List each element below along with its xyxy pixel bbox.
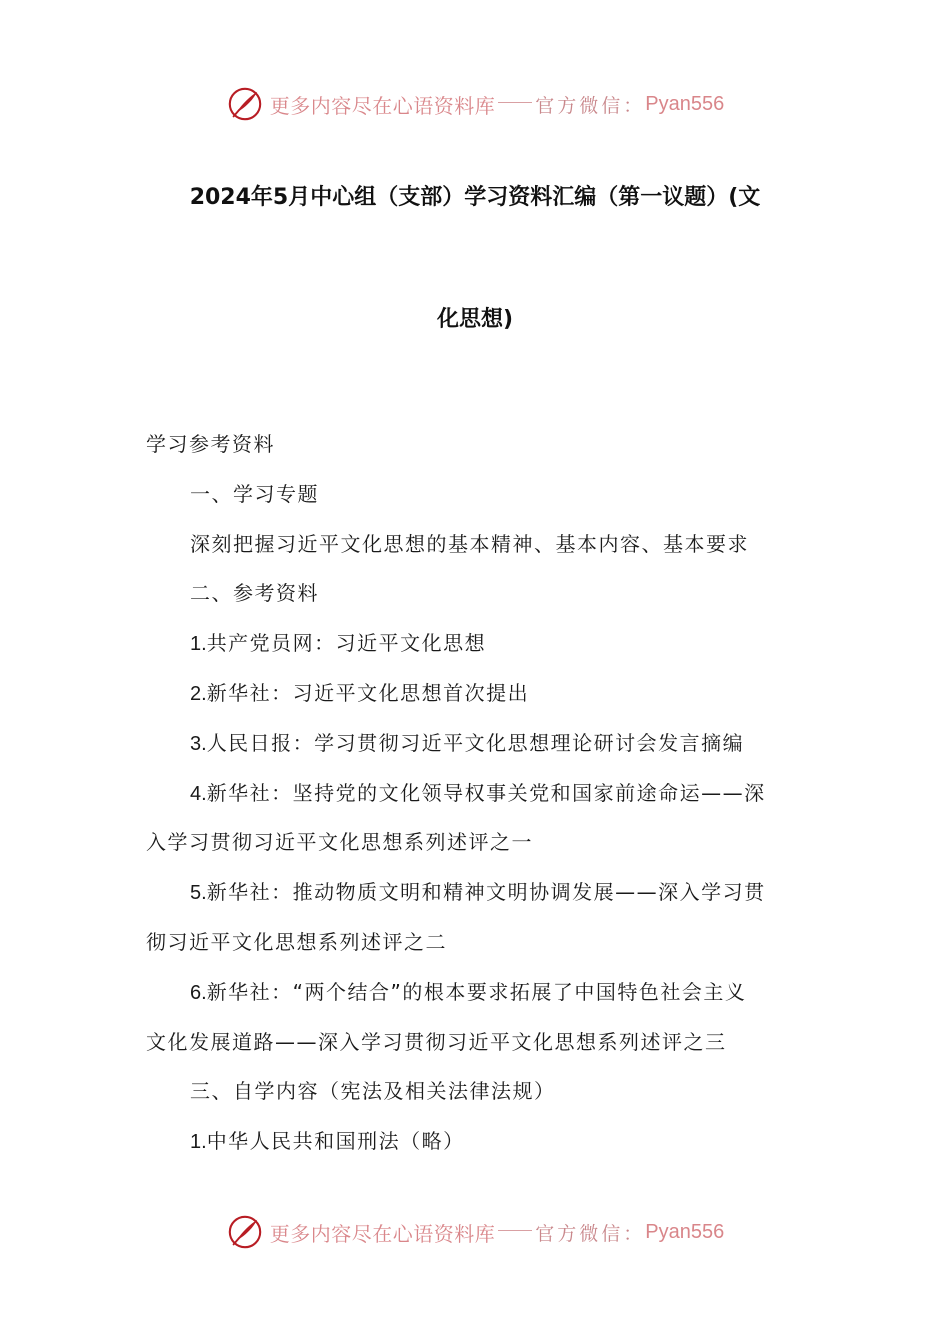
watermark-sub-text: 官方微信： [535,94,646,117]
section-heading: 学习参考资料 [146,432,275,456]
list-item-number: 6. [190,981,207,1004]
section-3-heading: 三、自学内容（宪法及相关法律法规） [190,1079,556,1104]
list-item [146,868,816,918]
list-item [146,968,816,1018]
list-item-text: 共产党员网：习近平文化思想 [206,631,487,656]
list-item-text: 新华社：坚持党的文化领导权事关党和国家前途命运——深 [206,780,766,805]
watermark-dash [498,102,532,103]
document-title-line2: 化思想) [436,307,514,332]
list-item [146,669,816,719]
list-item [146,619,816,669]
list-item-number: 1. [190,633,207,656]
section-1-body: 深刻把握习近平文化思想的基本精神、基本内容、基本要求 [190,531,749,556]
list-item-continuation: 彻习近平文化思想系列述评之二 [146,929,447,954]
list-item-text: 新华社：习近平文化思想首次提出 [206,680,530,705]
list-item-text: 人民日报：学习贯彻习近平文化思想理论研讨会发言摘编 [206,730,745,755]
list-item [146,1117,816,1167]
list-item-continuation: 入学习贯彻习近平文化思想系列述评之一 [146,830,533,855]
section-2-heading: 二、参考资料 [190,581,319,606]
quill-pen-icon [226,85,264,123]
list-item-text: 中华人民共和国刑法（略） [206,1129,465,1154]
watermark-main-text: 更多内容尽在心语资料库 [269,1221,496,1246]
watermark-sub-text: 官方微信： [535,1222,646,1245]
list-item-text: 新华社：推动物质文明和精神文明协调发展——深入学习贯 [206,880,766,905]
list-item-number: 5. [190,882,207,905]
list-item [146,719,816,769]
section-1-heading: 一、学习专题 [190,481,319,506]
header-watermark [0,82,950,126]
list-item-number: 1. [190,1131,207,1154]
document-title-line1: 2024年5月中心组（支部）学习资料汇编（第一议题）(文 [189,185,761,210]
list-item-text: 新华社：“两个结合”的根本要求拓展了中国特色社会主义 [206,979,747,1004]
footer-watermark [0,1210,950,1254]
document-body [146,420,816,1167]
list-item [146,769,816,819]
list-item-number: 2. [190,682,207,705]
list-item-continuation: 文化发展道路——深入学习贯彻习近平文化思想系列述评之三 [146,1029,727,1054]
watermark-id-text: Pyan556 [645,1220,725,1243]
list-item-number: 4. [190,782,207,805]
quill-pen-icon [226,1213,264,1251]
watermark-id-text: Pyan556 [645,92,725,115]
list-item-number: 3. [190,732,207,755]
watermark-main-text: 更多内容尽在心语资料库 [269,93,496,118]
watermark-dash [498,1230,532,1231]
